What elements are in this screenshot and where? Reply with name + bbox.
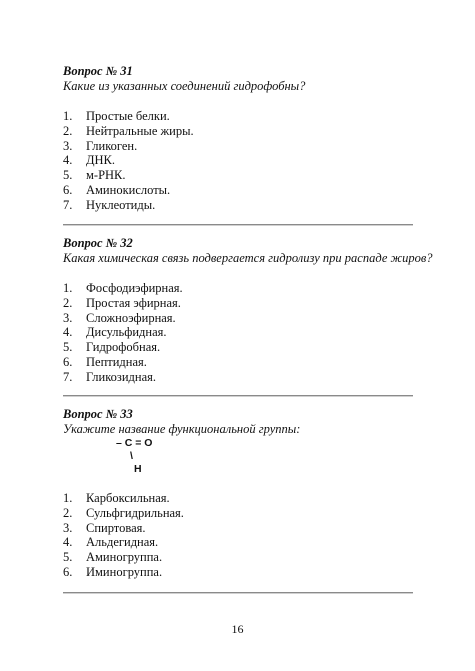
answer-number: 1. bbox=[63, 109, 73, 123]
answer-item bbox=[63, 506, 413, 521]
question-text: Какие из указанных соединений гидрофобны? bbox=[63, 79, 306, 93]
answer-number: 7. bbox=[63, 369, 73, 384]
answer-item bbox=[63, 109, 413, 124]
answer-number: 3. bbox=[63, 138, 73, 153]
answer-number: 5. bbox=[63, 168, 73, 183]
answer-text: Дисульфидная. bbox=[86, 325, 167, 340]
answer-item bbox=[63, 325, 413, 340]
answer-text: Простые белки. bbox=[86, 109, 170, 123]
answer-number: 1. bbox=[63, 491, 73, 505]
answer-text: Аминогруппа. bbox=[86, 550, 163, 565]
answer-text: ДНК. bbox=[86, 153, 116, 168]
answer-text: Гидрофобная. bbox=[86, 340, 161, 355]
question-title: Вопрос № 32 bbox=[63, 236, 133, 250]
formula-carbonyl-line: – C = O bbox=[116, 437, 153, 449]
question-title: Вопрос № 31 bbox=[63, 64, 133, 78]
answer-text: Аминокислоты. bbox=[86, 182, 171, 197]
answer-list bbox=[63, 109, 413, 213]
answer-text: Карбоксильная. bbox=[86, 491, 170, 505]
answer-list bbox=[63, 491, 413, 580]
answer-number: 3. bbox=[63, 310, 73, 325]
answer-text: Простая эфирная. bbox=[86, 295, 181, 310]
answer-item bbox=[63, 355, 413, 370]
answer-number: 4. bbox=[63, 153, 73, 168]
answer-number: 2. bbox=[63, 123, 73, 138]
page-number: 16 bbox=[231, 622, 244, 636]
answer-number: 2. bbox=[63, 505, 73, 520]
answer-item bbox=[63, 370, 413, 385]
answer-item bbox=[63, 183, 413, 198]
answer-number: 5. bbox=[63, 340, 73, 355]
answer-item bbox=[63, 168, 413, 183]
answer-text: Гликоген. bbox=[86, 138, 138, 153]
question-text: Укажите название функциональной группы: bbox=[63, 422, 301, 436]
question-text: Какая химическая связь подвергается гидролизу при распаде жиров? bbox=[63, 251, 433, 265]
answer-item bbox=[63, 491, 413, 506]
answer-item bbox=[63, 139, 413, 154]
question-33 bbox=[63, 407, 413, 437]
answer-item bbox=[63, 340, 413, 355]
answer-item bbox=[63, 535, 413, 550]
section-divider bbox=[63, 592, 413, 594]
answer-number: 1. bbox=[63, 281, 73, 295]
answer-item bbox=[63, 124, 413, 139]
answer-number: 6. bbox=[63, 354, 73, 369]
answer-number: 2. bbox=[63, 295, 73, 310]
question-title: Вопрос № 33 bbox=[63, 407, 133, 421]
answer-number: 7. bbox=[63, 197, 73, 212]
question-31 bbox=[63, 64, 413, 213]
answer-item bbox=[63, 198, 413, 213]
section-divider bbox=[63, 395, 413, 397]
answer-number: 4. bbox=[63, 535, 73, 550]
answer-text: Спиртовая. bbox=[86, 520, 146, 535]
answer-text: Гликозидная. bbox=[86, 369, 157, 384]
answer-text: Альдегидная. bbox=[86, 535, 159, 550]
answer-item bbox=[63, 550, 413, 565]
answer-list bbox=[63, 281, 413, 385]
answer-text: Нейтральные жиры. bbox=[86, 123, 194, 138]
question-32 bbox=[63, 236, 433, 385]
answer-item bbox=[63, 153, 413, 168]
answer-text: Фосфодиэфирная. bbox=[86, 281, 183, 295]
formula-bond-line: \ bbox=[130, 450, 133, 462]
answer-number: 6. bbox=[63, 564, 73, 579]
answer-number: 5. bbox=[63, 550, 73, 565]
question-33-answers bbox=[63, 491, 413, 580]
answer-text: Сульфгидрильная. bbox=[86, 505, 184, 520]
answer-item bbox=[63, 296, 413, 311]
answer-item bbox=[63, 311, 413, 326]
answer-item bbox=[63, 281, 413, 296]
answer-text: Нуклеотиды. bbox=[86, 197, 156, 212]
answer-item bbox=[63, 521, 413, 536]
answer-text: м-РНК. bbox=[86, 168, 126, 183]
answer-text: Сложноэфирная. bbox=[86, 310, 176, 325]
answer-number: 4. bbox=[63, 325, 73, 340]
formula-hydrogen-line: H bbox=[134, 463, 142, 475]
section-divider bbox=[63, 224, 413, 226]
answer-text: Иминогруппа. bbox=[86, 564, 163, 579]
answer-text: Пептидная. bbox=[86, 354, 147, 369]
answer-number: 3. bbox=[63, 520, 73, 535]
answer-item bbox=[63, 565, 413, 580]
answer-number: 6. bbox=[63, 182, 73, 197]
